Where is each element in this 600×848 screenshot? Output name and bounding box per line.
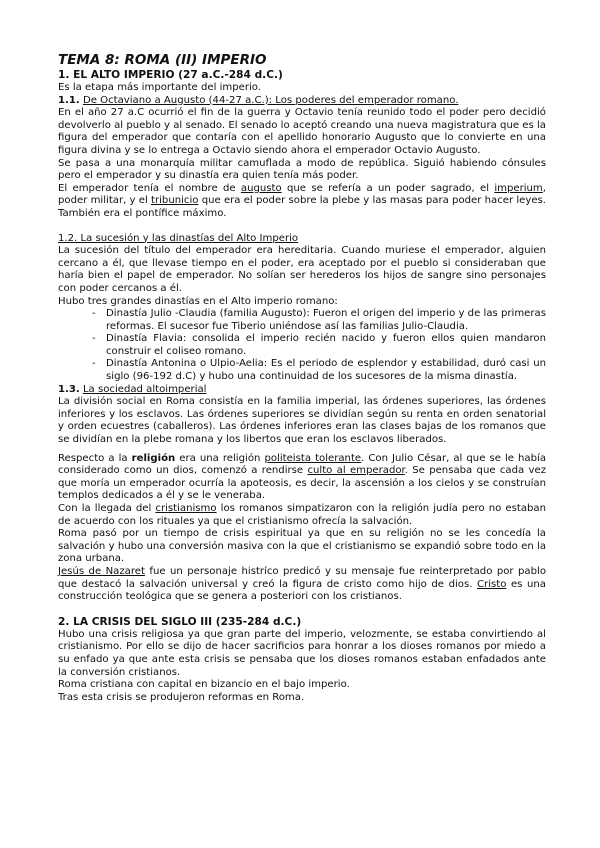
subsection-1-1-heading	[58, 95, 546, 108]
document-page	[58, 52, 546, 704]
subsection-1-1-title: De Octaviano a Augusto (44-27 a.C.): Los poderes del emperador romano.	[82, 94, 459, 106]
term-culto-emperador: culto al emperador	[307, 465, 405, 477]
paragraph-1-3-c: Con la llegada del cristianismo los romanos simpatizaron con la religión judía pero no estaban de acuerdo con los rituales ya que el cristianismo ofrecía la salvación.	[58, 503, 546, 527]
term-cristo: Cristo	[477, 578, 507, 590]
section-1-intro: Es la etapa más importante del imperio.	[58, 82, 262, 93]
section-2-heading: 2. LA CRISIS DEL SIGLO III (235-284 d.C.)	[58, 615, 302, 628]
section-1-heading: 1. EL ALTO IMPERIO (27 a.C.-284 d.C.)	[58, 69, 283, 81]
paragraph-2-c: Tras esta crisis se produjeron reformas en Roma.	[58, 691, 305, 703]
paragraph-1-3-d: Roma pasó por un tiempo de crisis espiritual ya que en su religión no se les concedía la salvación y hubo una conversión masiva con la que el cristianismo se expandió sobre todo en la zona urbana.	[58, 528, 546, 565]
term-imperium: imperium	[494, 182, 543, 194]
paragraph-1-3-b: Respecto a la religión era una religión politeista tolerante. Con Julio César, al que se le había considerado como un dios, comenzó a rendirse culto al emperador. Se pensaba que cada vez que moría un emperador ocurría la apoteosis, es decir, la ascensión a los cielos y se construían templos dedicados a él y se le veneraba.	[58, 452, 547, 502]
paragraph-1-1-c: El emperador tenía el nombre de augusto que se refería a un poder sagrado, el imperium, poder militar, y el tribunicio que era el poder sobre la plebe y las masas para poder hacer leyes. También era el pontífice máximo.	[58, 182, 547, 219]
paragraph-1-1-b: Se pasa a una monarquía militar camuflada a modo de república. Siguió habiendo cónsules pero el emperador y su dinastía era quien tenía más poder.	[58, 157, 546, 182]
list-item: - Dinastía Antonina o Ulpio-Aelia: Es el periodo de esplendor y estabilidad, duró casi un siglo (96-192 d.C) y hubo una continuidad de los sucesores de la misma dinastía.	[92, 358, 546, 383]
term-religion: religión	[131, 452, 176, 464]
subsection-1-1-number: 1.1.	[58, 94, 80, 106]
subsection-1-2-heading: 1.2. La sucesión y las dinastías del Alto Imperio	[58, 232, 299, 244]
list-item: - Dinastía Flavia: consolida el imperio recién nacido y fueron ellos quien mandaron construir el coliseo romano.	[92, 333, 546, 358]
paragraph-1-3-a: La división social en Roma consistía en la familia imperial, las órdenes superiores, las órdenes inferiores y los esclavos. Las órdenes superiores se dividían según su renta en orden senatorial y orden ecuestres (caballeros). Las órdenes inferiores eran las clases bajas de los romanos que se dividían en la plebe romana y los libertos que eran los esclavos liberados.	[58, 396, 546, 446]
dynasty-list	[58, 308, 546, 384]
document-title: TEMA 8: ROMA (II) IMPERIO	[58, 52, 267, 68]
term-augusto: augusto	[240, 182, 282, 194]
term-tribunicio: tribunicio	[151, 195, 199, 207]
paragraph-1-1-a: En el año 27 a.C ocurrió el fin de la guerra y Octavio tenía reunido todo el poder pero decidió devolverlo al pueblo y al senado. El senado lo aceptó creando una nueva magistratura que es la figura del emperador que contaría con el apellido honorario Augusto que lo convierte en una figura divina y se lo entrega a Octavio siendo ahora el emperador Octavio Augusto.	[58, 107, 546, 156]
list-item: - Dinastía Julio -Claudia (familia Augusto): Fueron el origen del imperio y de las primeras reformas. El sucesor fue Tiberio uniéndose así las familias Julio-Claudia.	[92, 308, 546, 333]
subsection-1-3-heading	[58, 384, 546, 397]
paragraph-1-2-b: Hubo tres grandes dinastías en el Alto imperio romano:	[58, 295, 338, 307]
term-cristianismo: cristianismo	[155, 503, 217, 514]
paragraph-1-3-e: Jesús de Nazaret fue un personaje histríco predicó y su mensaje fue reinterpretado por pablo que destacó la salvación universal y creó la figura de cristo como hijo de dios. Cristo es una construcción teológica que se genera a posteriori con los cristianos.	[58, 565, 546, 603]
paragraph-2-a: Hubo una crisis religiosa ya que gran parte del imperio, velozmente, se estaba convirtiendo al cristianismo. Por ello se dijo de hacer sacrificios para honrar a los dioses romanos por miedo a su enfado ya que ante esta crisis se pensaba que los dioses romanos estaban enfadados ante la conversión cristianos.	[58, 628, 546, 678]
term-jesus: Jesús de Nazaret	[58, 565, 145, 577]
subsection-1-3-title: La sociedad altoimperial	[82, 383, 207, 395]
paragraph-2-b: Roma cristiana con capital en bizancio en el bajo imperio.	[58, 679, 350, 691]
term-politeista: politeista tolerante	[264, 452, 362, 464]
paragraph-1-2-a: La sucesión del título del emperador era hereditaria. Cuando muriese el emperador, alguien cercano a él, que llevase tiempo en el poder, era aceptado por el pueblo si consideraban que haría bien el papel de emperador. No solían ser herederos los hijos de sangre sino personajes con poder cercanos a él.	[58, 245, 546, 294]
subsection-1-3-number: 1.3.	[58, 383, 80, 395]
